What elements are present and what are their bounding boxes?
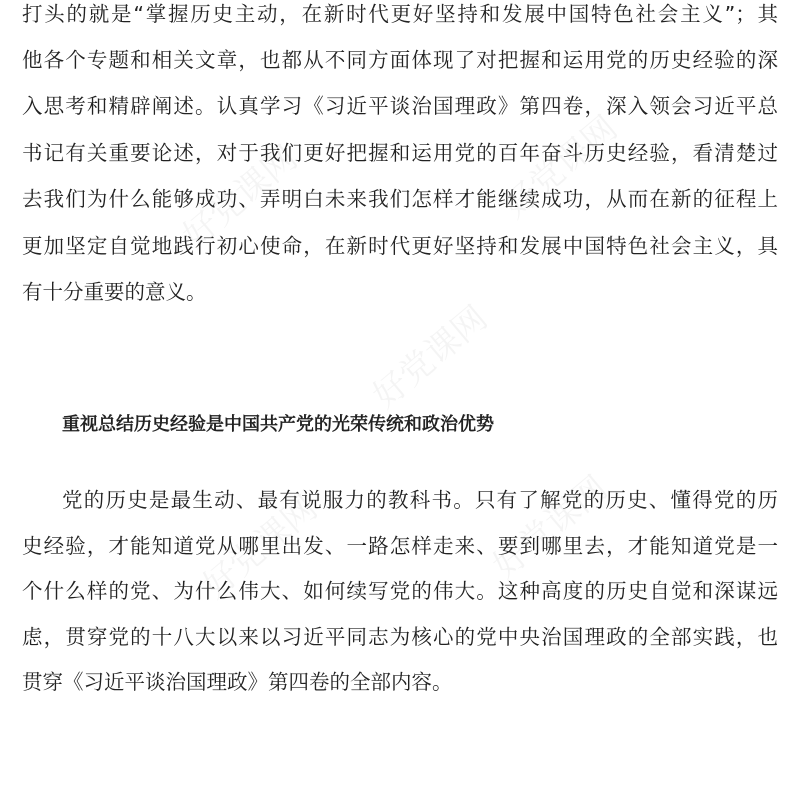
watermark <box>360 292 496 417</box>
text-line: 个什么样的党、为什么伟大、如何续写党的伟大。这种高度的历史自觉和深谋远 <box>22 579 778 603</box>
text-line: 他各个专题和相关文章，也都从不同方面体现了对把握和运用党的历史经验的深 <box>22 48 778 72</box>
text-line: 入思考和精辟阐述。认真学习《习近平谈治国理政》第四卷，深入领会习近平总 <box>22 94 778 118</box>
text-line: 书记有关重要论述，对于我们更好把握和运用党的百年奋斗历史经验，看清楚过 <box>22 141 778 165</box>
text-line: 贯穿《习近平谈治国理政》第四卷的全部内容。 <box>22 670 453 694</box>
text-line: 打头的就是“掌握历史主动，在新时代更好坚持和发展中国特色社会主义”；其 <box>22 2 778 26</box>
text-line: 史经验，才能知道党从哪里出发、一路怎样走来、要到哪里去，才能知道党是一 <box>22 534 778 558</box>
text-line: 去我们为什么能够成功、弄明白未来我们怎样才能继续成功，从而在新的征程上 <box>22 187 778 211</box>
watermark <box>480 462 616 587</box>
text-line: 党的历史是最生动、最有说服力的教科书。只有了解党的历史、懂得党的历 <box>62 488 778 512</box>
text-line: 虑，贯穿党的十八大以来以习近平同志为核心的党中央治国理政的全部实践，也 <box>22 625 778 649</box>
text-line: 有十分重要的意义。 <box>22 280 207 304</box>
section-heading: 重视总结历史经验是中国共产党的光荣传统和政治优势 <box>62 414 494 435</box>
text-line: 更加坚定自觉地践行初心使命，在新时代更好坚持和发展中国特色社会主义，具 <box>22 234 778 258</box>
